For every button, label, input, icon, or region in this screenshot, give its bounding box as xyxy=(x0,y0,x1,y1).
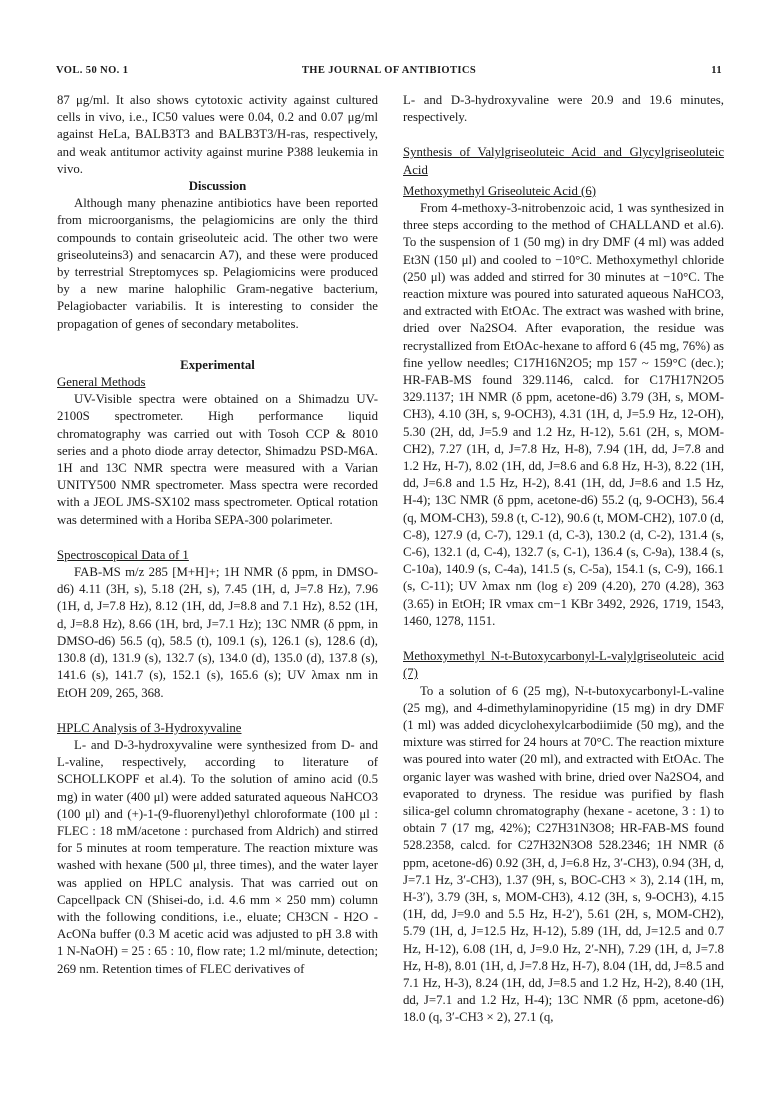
hplc-heading: HPLC Analysis of 3-Hydroxyvaline xyxy=(57,720,242,735)
synthesis-heading: Synthesis of Valylgriseoluteic Acid and Glycylgriseoluteic Acid xyxy=(403,145,724,177)
spectro-heading: Spectroscopical Data of 1 xyxy=(57,547,189,562)
mom-heading: Methoxymethyl Griseoluteic Acid (6) xyxy=(403,183,596,198)
hplc-paragraph: L- and D-3-hydroxyvaline were synthesized from D- and L-valine, respectively, according to literature of SCHOLLKOPF et al.4). To the solution of amino acid (0.5 mg) in water (400 μl) were added saturated aqueous NaHCO3 (100 μl) and (+)-1-(9-fluorenyl)ethyl chloroformate (100 μl : FLEC : 18 mM/acetone : purchased from Aldrich) and stirred for 5 minutes at room temperature. The reaction mixture was washed with hexane (500 μl, three times), and the water layer was applied on HPLC analysis. That was carried out on Capcellpack CN (Shisei-do, i.d. 4.6 mm × 250 mm) column with the following conditions, i.e., eluate; CH3CN - H2O - AcONa buffer (0.3 M acetic acid was adjusted to pH 3.8 with 1 N-NaOH) = 25 : 65 : 10, flow rate; 1.2 ml/minute, detection; 269 nm. Retention times of FLEC derivatives of xyxy=(57,737,378,976)
general-methods-paragraph: UV-Visible spectra were obtained on a Shimadzu UV-2100S spectrometer. High performance liquid chromatography was carried out with Tosoh CCP & 8010 series and a photo diode array detector, Shimadzu PSD-M6A. 1H and 13C NMR spectra were measured with a Varian UNITY500 NMR spectrometer. Mass spectra were recorded with a JEOL JMS-SX102 mass spectrometer. Optical rotation was determined with a Horiba SEPA-300 polarimeter. xyxy=(57,392,378,527)
intro-paragraph: 87 μg/ml. It also shows cytotoxic activity against cultured cells in vivo, i.e., IC50 values were 0.04, 0.2 and 0.07 μg/ml against HeLa, BALB3T3 and BALB3T3/H-ras, respectively, and weak antitumor activity against murine P388 leukemia in vivo. xyxy=(57,93,378,176)
boc-paragraph: To a solution of 6 (25 mg), N-t-butoxycarbonyl-L-valine (25 mg), and 4-dimethylaminopyridine (15 mg) in dry DMF (1 ml) was added dicyclohexylcarbodiimide (50 mg), and the mixture was stirred for 24 hours at 70°C. The reaction mixture was poured into water (20 ml), and extracted with EtOAc. The organic layer was washed with brine, dried over Na2SO4, and evaporated to dryness. The residue was purified by flash silica-gel column chromatography (hexane - acetone, 3 : 1) to obtain 7 (17 mg, 42%); C27H31N3O8; HR-FAB-MS found 528.2358, calcd. for C27H32N3O8 528.2346; 1H NMR (δ ppm, acetone-d6) 0.92 (3H, d, J=6.8 Hz, 3′-CH3), 0.94 (3H, d, J=7.1 Hz, 3′-CH3), 1.37 (9H, s, BOC-CH3 × 3), 2.14 (1H, m, H-3′), 3.79 (3H, s, MOM-CH3), 4.12 (3H, s, 9-OCH3), 4.15 (1H, dd, J=9.0 and 5.5 Hz, H-2′), 5.61 (2H, s, MOM-CH2), 5.79 (1H, d, J=12.5 Hz, H-12), 5.89 (1H, dd, J=12.5 and 0.7 Hz, H-12), 6.08 (1H, d, J=9.0 Hz, 2′-NH), 7.29 (1H, d, J=7.8 Hz, H-8), 8.01 (1H, d, J=7.8 Hz, H-7), 8.04 (1H, dd, J=8.5 and 7.1 Hz, H-3), 8.24 (1H, dd, J=8.5 and 1.2 Hz, H-2), 8.40 (1H, dd, J=7.1 and 1.2 Hz, H-4); 13C NMR (δ ppm, acetone-d6) 18.0 (q, 3′-CH3 × 2), 27.1 (q, xyxy=(403,683,724,1025)
experimental-heading: Experimental xyxy=(180,357,255,372)
page-number: 11 xyxy=(711,65,722,76)
discussion-paragraph: Although many phenazine antibiotics have been reported from microorganisms, the pelagiomicins are only the third compounds to contain griseoluteic acid. The other two were griseoluteins3) and senacarcin A7), and these were produced by terrestrial Streptomyces sp. Pelagiomicins were produced by a new marine halophilic Gram-negative bacterium, Pelagiobacter variabilis. It is interesting to consider the propagation of genes of secondary metabolites. xyxy=(57,196,378,331)
journal-title: THE JOURNAL OF ANTIBIOTICS xyxy=(301,65,477,76)
boc-heading: Methoxymethyl N-t-Butoxycarbonyl-L-valylgriseoluteic acid (7) xyxy=(403,649,724,681)
left-column xyxy=(57,92,378,978)
spectro-paragraph: FAB-MS m/z 285 [M+H]+; 1H NMR (δ ppm, in DMSO-d6) 4.11 (3H, s), 5.18 (2H, s), 7.45 (1H, d, J=7.8 Hz), 7.96 (1H, d, J=7.8 Hz), 8.12 (1H, dd, J=8.8 and 7.1 Hz), 8.52 (1H, d, J=8.8 Hz), 8.66 (1H, brd, J=7.1 Hz); 13C NMR (δ ppm, in DMSO-d6) 56.5 (q), 58.5 (t), 109.1 (s), 126.1 (s), 128.6 (d), 130.8 (d), 131.9 (s), 132.7 (s), 134.0 (d), 135.0 (d), 137.8 (s), 141.6 (s), 141.7 (s), 152.1 (s), 165.6 (s); UV λmax nm in EtOH 209, 265, 368. xyxy=(57,565,378,700)
discussion-heading: Discussion xyxy=(188,179,247,194)
general-methods-heading: General Methods xyxy=(57,375,146,390)
continuation-paragraph: L- and D-3-hydroxyvaline were 20.9 and 19.6 minutes, respectively. xyxy=(403,93,724,125)
mom-paragraph: From 4-methoxy-3-nitrobenzoic acid, 1 was synthesized in three steps according to the method of CHALLAND et al.6). To the suspension of 1 (50 mg) in dry DMF (4 ml) was added Et3N (150 μl) and cooled to −10°C. Methoxymethyl chloride (250 μl) was added and stirred for 30 minutes at −10°C. The reaction mixture was poured into saturated aqueous NaHCO3, and extracted with EtOAc. The extract was washed with brine, dried over Na2SO4. After evaporation, the residue was recrystallized from EtOAc-hexane to afford 6 (45 mg, 76%) as fine yellow needles; C17H16N2O5; mp 157 ~ 159°C (dec.); HR-FAB-MS found 329.1146, calcd. for C17H17N2O5 329.1137; 1H NMR (δ ppm, acetone-d6) 3.79 (3H, s, MOM-CH3), 4.10 (3H, s, 9-OCH3), 4.31 (1H, d, J=5.9 Hz, 12-OH), 5.30 (2H, dd, J=5.9 and 1.2 Hz, H-12), 5.61 (2H, s, MOM-CH2), 7.27 (1H, d, J=7.8 Hz, H-8), 7.94 (1H, dd, J=7.8 and 1.2 Hz, H-7), 8.02 (1H, dd, J=8.6 and 6.8 Hz, H-3), 8.22 (1H, dd, J=6.8 and 1.5 Hz, H-2), 8.41 (1H, dd, J=8.6 and 1.5 Hz, H-4); 13C NMR (δ ppm, acetone-d6) 55.2 (q, 9-OCH3), 56.4 (q, MOM-CH3), 59.8 (t, C-12), 90.6 (t, MOM-CH2), 107.0 (d, C-8), 127.9 (d, C-7), 129.1 (d, C-3), 130.2 (d, C-2), 131.4 (s, C-6), 132.1 (d, C-4), 132.7 (s, C-1), 136.4 (s, C-9a), 138.4 (s, C-10a), 140.9 (s, C-4a), 141.5 (s, C-5a), 154.1 (s, C-9), 166.1 (s, C-11); UV λmax nm (log ε) 209 (4.20), 270 (4.28), 363 (3.65) in EtOH; IR νmax cm−1 KBr 3492, 2926, 1719, 1543, 1460, 1278, 1151. xyxy=(403,201,724,628)
right-column xyxy=(403,92,724,1027)
running-header xyxy=(56,65,722,81)
volume-label: VOL. 50 NO. 1 xyxy=(56,65,129,76)
